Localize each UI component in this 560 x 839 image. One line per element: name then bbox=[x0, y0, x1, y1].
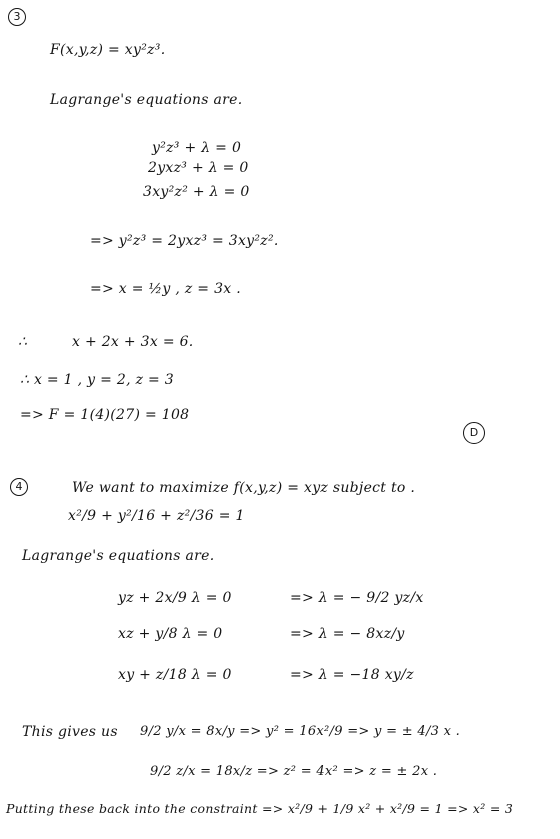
final-value: => F = 1(4)(27) = 108 bbox=[20, 407, 190, 423]
lagrange-heading-1: Lagrange's equations are. bbox=[50, 92, 243, 108]
problem-number-3: 3 bbox=[13, 10, 21, 23]
problem-number-4: 4 bbox=[15, 480, 23, 493]
problem-number-3-circle bbox=[8, 8, 26, 26]
lagrange-equation-2: 2yxz³ + λ = 0 bbox=[148, 160, 249, 176]
this-gives-us: This gives us bbox=[22, 724, 118, 740]
answer-d-circle bbox=[463, 422, 485, 444]
lagrange-heading-2: Lagrange's equations are. bbox=[22, 548, 215, 564]
sum-constraint: x + 2x + 3x = 6. bbox=[72, 334, 194, 350]
therefore-mark: ∴ bbox=[18, 334, 28, 350]
lambda-expression-b: => λ = − 8xz/y bbox=[290, 626, 405, 642]
equality-chain: => y²z³ = 2yxz³ = 3xy²z². bbox=[90, 233, 279, 249]
lagrange-eq-b: xz + y/8 λ = 0 bbox=[118, 626, 223, 642]
substitution-line: Putting these back into the constraint => x²/9 + 1/9 x² + x²/9 = 1 => x² = 3 bbox=[6, 801, 514, 816]
problem-number-4-circle bbox=[10, 478, 28, 496]
z-relation: 9/2 z/x = 18x/z => z² = 4x² => z = ± 2x . bbox=[150, 764, 438, 779]
lagrange-equation-1: y²z³ + λ = 0 bbox=[152, 140, 242, 156]
y-relation: 9/2 y/x = 8x/y => y² = 16x²/9 => y = ± 4/3 x . bbox=[140, 724, 461, 739]
answer-letter: D bbox=[469, 426, 479, 439]
ellipsoid-constraint: x²/9 + y²/16 + z²/36 = 1 bbox=[68, 508, 245, 524]
problem-statement: We want to maximize f(x,y,z) = xyz subject to . bbox=[72, 480, 416, 496]
solution-values: ∴ x = 1 , y = 2, z = 3 bbox=[20, 372, 175, 388]
lambda-expression-c: => λ = −18 xy/z bbox=[290, 667, 414, 683]
function-definition: F(x,y,z) = xy²z³. bbox=[50, 42, 166, 58]
variable-relations: => x = ½y , z = 3x . bbox=[90, 281, 241, 297]
lambda-expression-a: => λ = − 9/2 yz/x bbox=[290, 590, 424, 606]
lagrange-eq-a: yz + 2x/9 λ = 0 bbox=[118, 590, 232, 606]
lagrange-eq-c: xy + z/18 λ = 0 bbox=[118, 667, 232, 683]
lagrange-equation-3: 3xy²z² + λ = 0 bbox=[143, 184, 250, 200]
